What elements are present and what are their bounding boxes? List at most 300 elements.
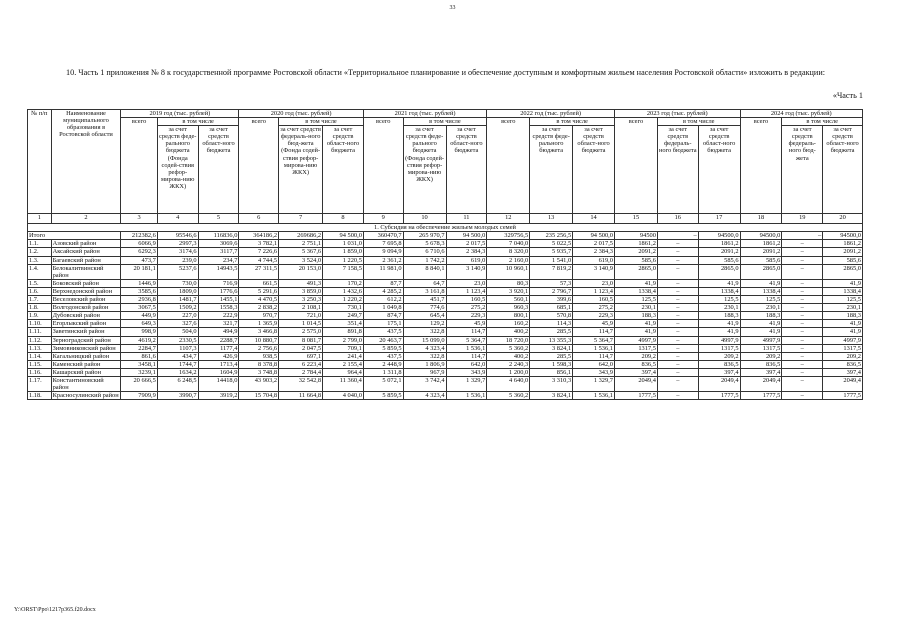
municipality-name: Волгодонской район [51, 304, 121, 312]
table-cell: 3 140,9 [573, 264, 615, 279]
table-row [28, 376, 863, 391]
column-number: 4 [157, 214, 198, 224]
table-cell: 2 799,0 [323, 336, 364, 344]
table-cell: – [657, 240, 698, 248]
table-cell: 3239,1 [121, 368, 157, 376]
table-cell: 1809,0 [157, 287, 198, 295]
row-number: 1.5. [28, 279, 52, 287]
table-cell: 3919,2 [198, 392, 239, 400]
table-cell: 5 367,6 [279, 248, 323, 256]
table-cell: 1 432,6 [323, 287, 364, 295]
table-cell: 160,2 [487, 320, 530, 328]
table-cell: 1 365,9 [239, 320, 279, 328]
table-cell: 2 384,3 [573, 248, 615, 256]
column-number: 11 [446, 214, 487, 224]
table-cell: 1 220,5 [323, 256, 364, 264]
table-row [28, 352, 863, 360]
table-cell: 3 250,3 [279, 296, 323, 304]
table-cell: 685,1 [530, 304, 573, 312]
table-cell: 41,9 [698, 328, 740, 336]
table-cell: 230,1 [614, 304, 657, 312]
header-total: всего [740, 118, 782, 214]
table-row [28, 336, 863, 344]
table-cell: – [657, 328, 698, 336]
table-cell: 730,1 [323, 304, 364, 312]
table-cell: – [657, 336, 698, 344]
header-regional: за счет средств област-ного бюджета [573, 126, 615, 214]
table-row [28, 360, 863, 368]
table-cell: 2 017,5 [446, 240, 487, 248]
header-regional: за счет средств област-ного бюджета [446, 126, 487, 214]
table-cell: 2997,3 [157, 240, 198, 248]
table-cell: 1 742,2 [403, 256, 446, 264]
table-cell: 397,4 [823, 368, 863, 376]
row-number: 1.2. [28, 248, 52, 256]
table-cell: 188,3 [823, 312, 863, 320]
municipality-name: Зимовниковский район [51, 344, 121, 352]
table-cell: – [657, 264, 698, 279]
municipality-name: Аксайский район [51, 248, 121, 256]
column-number: 14 [573, 214, 615, 224]
header-federal: за счет средств феде-рального бюджета [530, 126, 573, 214]
table-cell: 227,0 [157, 312, 198, 320]
table-cell: 1 123,4 [573, 287, 615, 295]
table-cell: 1 031,0 [323, 240, 364, 248]
table-cell: – [657, 248, 698, 256]
table-cell: 41,9 [740, 279, 782, 287]
table-cell: 1861,2 [698, 240, 740, 248]
header-federal: за счет средств федераль-ного бюджета [657, 126, 698, 214]
table-cell: 20 463,7 [363, 336, 403, 344]
table-cell: 1 536,1 [573, 344, 615, 352]
header-year: 2024 год (тыс. рублей) [740, 110, 862, 118]
header-year: 2021 год (тыс. рублей) [363, 110, 486, 118]
table-cell: 129,2 [403, 320, 446, 328]
table-cell: 397,4 [614, 368, 657, 376]
table-cell: 891,8 [323, 328, 364, 336]
header-regional: за счет средств област-ного бюджета [198, 126, 239, 214]
table-cell: 1 541,0 [530, 256, 573, 264]
table-cell: 3585,6 [121, 287, 157, 295]
total-value: 265 970,7 [403, 232, 446, 240]
total-value: 360470,7 [363, 232, 403, 240]
table-cell: 434,7 [157, 352, 198, 360]
table-cell: 642,0 [446, 360, 487, 368]
table-cell: 2 784,4 [279, 368, 323, 376]
table-cell: 6292,3 [121, 248, 157, 256]
table-cell: 397,4 [698, 368, 740, 376]
table-cell: 1 014,5 [279, 320, 323, 328]
table-cell: 20 181,1 [121, 264, 157, 279]
table-cell: 836,5 [698, 360, 740, 368]
table-cell: 3 782,1 [239, 240, 279, 248]
table-cell: 960,3 [487, 304, 530, 312]
total-value: 94500,0 [740, 232, 782, 240]
table-cell: 1317,5 [823, 344, 863, 352]
header-including: в том числе [157, 118, 239, 126]
table-cell: 5 859,5 [363, 344, 403, 352]
table-cell: 125,5 [614, 296, 657, 304]
table-body [28, 214, 863, 400]
table-cell: 4997,9 [740, 336, 782, 344]
table-row [28, 392, 863, 400]
table-cell: 5 364,7 [573, 336, 615, 344]
table-cell: 41,9 [823, 279, 863, 287]
page-number: 33 [449, 5, 456, 11]
table-cell: 322,8 [403, 328, 446, 336]
table-cell: 41,9 [614, 279, 657, 287]
municipality-name: Белокалитвинский район [51, 264, 121, 279]
table-cell: 2865,0 [614, 264, 657, 279]
column-number: 16 [657, 214, 698, 224]
table-cell: 45,9 [573, 320, 615, 328]
table-cell: 5 859,5 [363, 392, 403, 400]
table-cell: 570,8 [530, 312, 573, 320]
table-cell: 5237,6 [157, 264, 198, 279]
table-cell: 1 123,4 [446, 287, 487, 295]
table-cell: – [782, 264, 823, 279]
table-cell: 3990,7 [157, 392, 198, 400]
table-cell: 2936,8 [121, 296, 157, 304]
table-cell: 1777,5 [823, 392, 863, 400]
table-cell: 4 323,4 [403, 392, 446, 400]
table-cell: 160,5 [446, 296, 487, 304]
table-cell: 114,7 [446, 352, 487, 360]
column-number: 10 [403, 214, 446, 224]
table-cell: 585,6 [823, 256, 863, 264]
table-cell: 3 161,8 [403, 287, 446, 295]
table-cell: 2 796,7 [530, 287, 573, 295]
table-cell: 1558,3 [198, 304, 239, 312]
row-number: 1.4. [28, 264, 52, 279]
table-cell: 241,4 [323, 352, 364, 360]
table-cell: 1 311,8 [363, 368, 403, 376]
row-number: 1.6. [28, 287, 52, 295]
table-cell: 41,9 [614, 328, 657, 336]
row-number: 1.3. [28, 256, 52, 264]
table-cell: 2091,2 [614, 248, 657, 256]
municipality-name: Егорлыкский район [51, 320, 121, 328]
table-cell: 20 666,5 [121, 376, 157, 391]
table-cell: 234,7 [198, 256, 239, 264]
table-cell: 209,2 [740, 352, 782, 360]
table-cell: 1861,2 [740, 240, 782, 248]
table-cell: 2091,2 [740, 248, 782, 256]
municipality-name: Веселовский район [51, 296, 121, 304]
table-cell: 473,7 [121, 256, 157, 264]
total-row [28, 232, 863, 240]
table-cell: 230,1 [823, 304, 863, 312]
table-cell: 585,6 [614, 256, 657, 264]
table-cell: 8 320,0 [487, 248, 530, 256]
header-including: в том числе [279, 118, 364, 126]
header-year: 2020 год (тыс. рублей) [239, 110, 363, 118]
table-cell: 2049,4 [823, 376, 863, 391]
table-cell: 585,6 [698, 256, 740, 264]
table-cell: 491,3 [279, 279, 323, 287]
table-cell: 222,9 [198, 312, 239, 320]
table-cell: 2865,0 [823, 264, 863, 279]
row-number: 1.16. [28, 368, 52, 376]
table-cell: – [782, 240, 823, 248]
header-year: 2019 год (тыс. рублей) [121, 110, 239, 118]
part-label: «Часть 1 [832, 91, 863, 100]
table-cell: 1 859,0 [323, 248, 364, 256]
table-cell: 209,2 [698, 352, 740, 360]
table-cell: 874,7 [363, 312, 403, 320]
table-cell: 998,9 [121, 328, 157, 336]
table-cell: 619,0 [446, 256, 487, 264]
column-number: 15 [614, 214, 657, 224]
total-value: 94500 [614, 232, 657, 240]
table-cell: 3 466,8 [239, 328, 279, 336]
total-value: 329756,5 [487, 232, 530, 240]
table-cell: 6 248,5 [157, 376, 198, 391]
column-number: 19 [782, 214, 823, 224]
table-cell: 5 360,2 [487, 344, 530, 352]
table-cell: 3458,1 [121, 360, 157, 368]
table-cell: 856,1 [530, 368, 573, 376]
table-cell: 27 311,5 [239, 264, 279, 279]
municipality-name: Верхнедонской район [51, 287, 121, 295]
table-cell: 1713,4 [198, 360, 239, 368]
row-number: 1.14. [28, 352, 52, 360]
table-cell: 1777,5 [698, 392, 740, 400]
table-cell: – [657, 279, 698, 287]
table-cell: 2 108,1 [279, 304, 323, 312]
table-cell: 1634,2 [157, 368, 198, 376]
table-cell: 2 047,5 [279, 344, 323, 352]
table-cell: 2 384,3 [446, 248, 487, 256]
table-cell: 1604,9 [198, 368, 239, 376]
table-cell: 836,5 [823, 360, 863, 368]
table-cell: 642,0 [573, 360, 615, 368]
municipality-name: Константиновский район [51, 376, 121, 391]
table-cell: 1 536,1 [573, 392, 615, 400]
table-cell: – [782, 336, 823, 344]
table-cell: 327,6 [157, 320, 198, 328]
table-cell: 2 017,5 [573, 240, 615, 248]
table-cell: 239,0 [157, 256, 198, 264]
table-cell: 114,7 [446, 328, 487, 336]
header-regional: за счет средств област-ного бюджета [698, 126, 740, 214]
row-number: 1.1. [28, 240, 52, 248]
table-cell: 5 360,2 [487, 392, 530, 400]
table-cell: 1 200,0 [487, 368, 530, 376]
table-cell: 5 678,3 [403, 240, 446, 248]
table-cell: 585,6 [740, 256, 782, 264]
table-header [28, 110, 863, 214]
table-cell: 451,7 [403, 296, 446, 304]
table-cell: 1509,2 [157, 304, 198, 312]
table-cell: 209,2 [823, 352, 863, 360]
table-cell: – [782, 248, 823, 256]
table-cell: 10 880,7 [239, 336, 279, 344]
table-cell: 1776,6 [198, 287, 239, 295]
table-cell: 2 240,3 [487, 360, 530, 368]
table-cell: 13 355,3 [530, 336, 573, 344]
table-cell: 649,3 [121, 320, 157, 328]
table-cell: 2284,7 [121, 344, 157, 352]
table-cell: 249,7 [323, 312, 364, 320]
table-row [28, 328, 863, 336]
table-cell: 2865,0 [698, 264, 740, 279]
table-cell: 1 329,7 [573, 376, 615, 391]
table-row [28, 320, 863, 328]
table-cell: 229,3 [446, 312, 487, 320]
table-cell: – [782, 312, 823, 320]
footer-path: Y:\ORST\Ppo\1217p365.f20.docx [14, 607, 96, 613]
table-cell: 3 824,1 [530, 392, 573, 400]
table-cell: 8 840,1 [403, 264, 446, 279]
table-cell: 399,6 [530, 296, 573, 304]
table-cell: 938,5 [239, 352, 279, 360]
column-number: 12 [487, 214, 530, 224]
table-cell: 1777,5 [740, 392, 782, 400]
table-cell: 2 575,0 [279, 328, 323, 336]
table-cell: 160,5 [573, 296, 615, 304]
table-cell: 1 598,3 [530, 360, 573, 368]
table-cell: – [657, 296, 698, 304]
table-cell: – [782, 376, 823, 391]
total-value: 95546,6 [157, 232, 198, 240]
table-cell: 836,5 [740, 360, 782, 368]
row-number: 1.10. [28, 320, 52, 328]
table-cell: 400,2 [487, 352, 530, 360]
table-cell: 4997,9 [614, 336, 657, 344]
table-cell: 7 158,5 [323, 264, 364, 279]
column-number: 2 [51, 214, 121, 224]
table-cell: 114,7 [573, 352, 615, 360]
table-cell: 2049,4 [698, 376, 740, 391]
table-cell: 2 838,2 [239, 304, 279, 312]
table-cell: 41,9 [823, 320, 863, 328]
table-cell: 1 536,1 [446, 392, 487, 400]
table-cell: 3 524,0 [279, 256, 323, 264]
table-cell: 23,0 [573, 279, 615, 287]
table-cell: 8 081,7 [279, 336, 323, 344]
table-cell: – [657, 304, 698, 312]
table-cell: 1455,1 [198, 296, 239, 304]
table-cell: 2 751,1 [279, 240, 323, 248]
table-cell: 3 310,3 [530, 376, 573, 391]
table-cell: 2 448,9 [363, 360, 403, 368]
table-cell: 57,3 [530, 279, 573, 287]
table-row [28, 240, 863, 248]
table-cell: 285,5 [530, 352, 573, 360]
table-cell: 397,4 [740, 368, 782, 376]
table-cell: 1861,2 [614, 240, 657, 248]
table-cell: 2049,4 [614, 376, 657, 391]
table-cell: 2 756,6 [239, 344, 279, 352]
total-label: Итого [28, 232, 121, 240]
table-cell: 15 099,0 [403, 336, 446, 344]
table-cell: – [657, 352, 698, 360]
table-cell: 343,9 [573, 368, 615, 376]
table-cell: 10 960,1 [487, 264, 530, 279]
table-cell: – [782, 320, 823, 328]
intro-paragraph: 10. Часть 1 приложения № 8 к государственной программе Ростовской области «Территориальное планирование и обеспечение доступным и комфортным жильем населения Ростовской области» изложить в редакции: [66, 68, 825, 77]
header-year: 2022 год (тыс. рублей) [487, 110, 615, 118]
table-cell: 11 664,8 [279, 392, 323, 400]
table-cell: 774,6 [403, 304, 446, 312]
table-cell: 229,3 [573, 312, 615, 320]
table-cell: 4 323,4 [403, 344, 446, 352]
table-cell: 41,9 [740, 328, 782, 336]
table-cell: 321,7 [198, 320, 239, 328]
table-row [28, 279, 863, 287]
table-cell: 4997,9 [698, 336, 740, 344]
table-cell: 1107,3 [157, 344, 198, 352]
table-cell: 15 704,8 [239, 392, 279, 400]
table-row [28, 256, 863, 264]
table-cell: 1 220,2 [323, 296, 364, 304]
table-cell: 11 981,0 [363, 264, 403, 279]
table-cell: 32 542,8 [279, 376, 323, 391]
table-cell: 1338,4 [740, 287, 782, 295]
table-cell: – [657, 320, 698, 328]
header-including: в том числе [403, 118, 487, 126]
table-cell: – [782, 296, 823, 304]
table-cell: 80,3 [487, 279, 530, 287]
table-cell: 41,9 [698, 279, 740, 287]
table-cell: 4 744,5 [239, 256, 279, 264]
table-cell: – [782, 256, 823, 264]
table-cell: – [657, 368, 698, 376]
table-cell: 619,0 [573, 256, 615, 264]
table-cell: 3 742,4 [403, 376, 446, 391]
table-cell: 5 291,6 [239, 287, 279, 295]
header-municipality: Наименование муниципального образования в Ростовской области [51, 110, 121, 214]
table-cell: 560,1 [487, 296, 530, 304]
table-cell: 964,4 [323, 368, 364, 376]
table-cell: 351,4 [323, 320, 364, 328]
table-cell: 3117,7 [198, 248, 239, 256]
row-number: 1.18. [28, 392, 52, 400]
table-cell: – [657, 287, 698, 295]
table-cell: 437,5 [363, 352, 403, 360]
column-number: 20 [823, 214, 863, 224]
table-cell: 1338,4 [698, 287, 740, 295]
table-cell: 7 226,6 [239, 248, 279, 256]
header-including: в том числе [782, 118, 863, 126]
table-cell: 1777,5 [614, 392, 657, 400]
header-total: всего [487, 118, 530, 214]
table-cell: 285,5 [530, 328, 573, 336]
table-cell: – [657, 376, 698, 391]
table-cell: 661,5 [239, 279, 279, 287]
table-cell: – [782, 360, 823, 368]
table-cell: 4619,2 [121, 336, 157, 344]
total-value: 235 256,5 [530, 232, 573, 240]
header-regional: за счет средств област-ного бюджета [323, 126, 364, 214]
row-number: 1.9. [28, 312, 52, 320]
table-cell: – [782, 279, 823, 287]
table-cell: 18 720,0 [487, 336, 530, 344]
table-cell: – [657, 344, 698, 352]
row-number: 1.11. [28, 328, 52, 336]
table-cell: 1861,2 [823, 240, 863, 248]
table-cell: 3 920,1 [487, 287, 530, 295]
table-cell: 970,7 [239, 312, 279, 320]
table-cell: – [782, 304, 823, 312]
table-cell: 41,9 [740, 320, 782, 328]
table-row [28, 312, 863, 320]
table-cell: 800,1 [487, 312, 530, 320]
municipality-name: Каменский район [51, 360, 121, 368]
table-cell: 426,9 [198, 352, 239, 360]
column-number: 5 [198, 214, 239, 224]
